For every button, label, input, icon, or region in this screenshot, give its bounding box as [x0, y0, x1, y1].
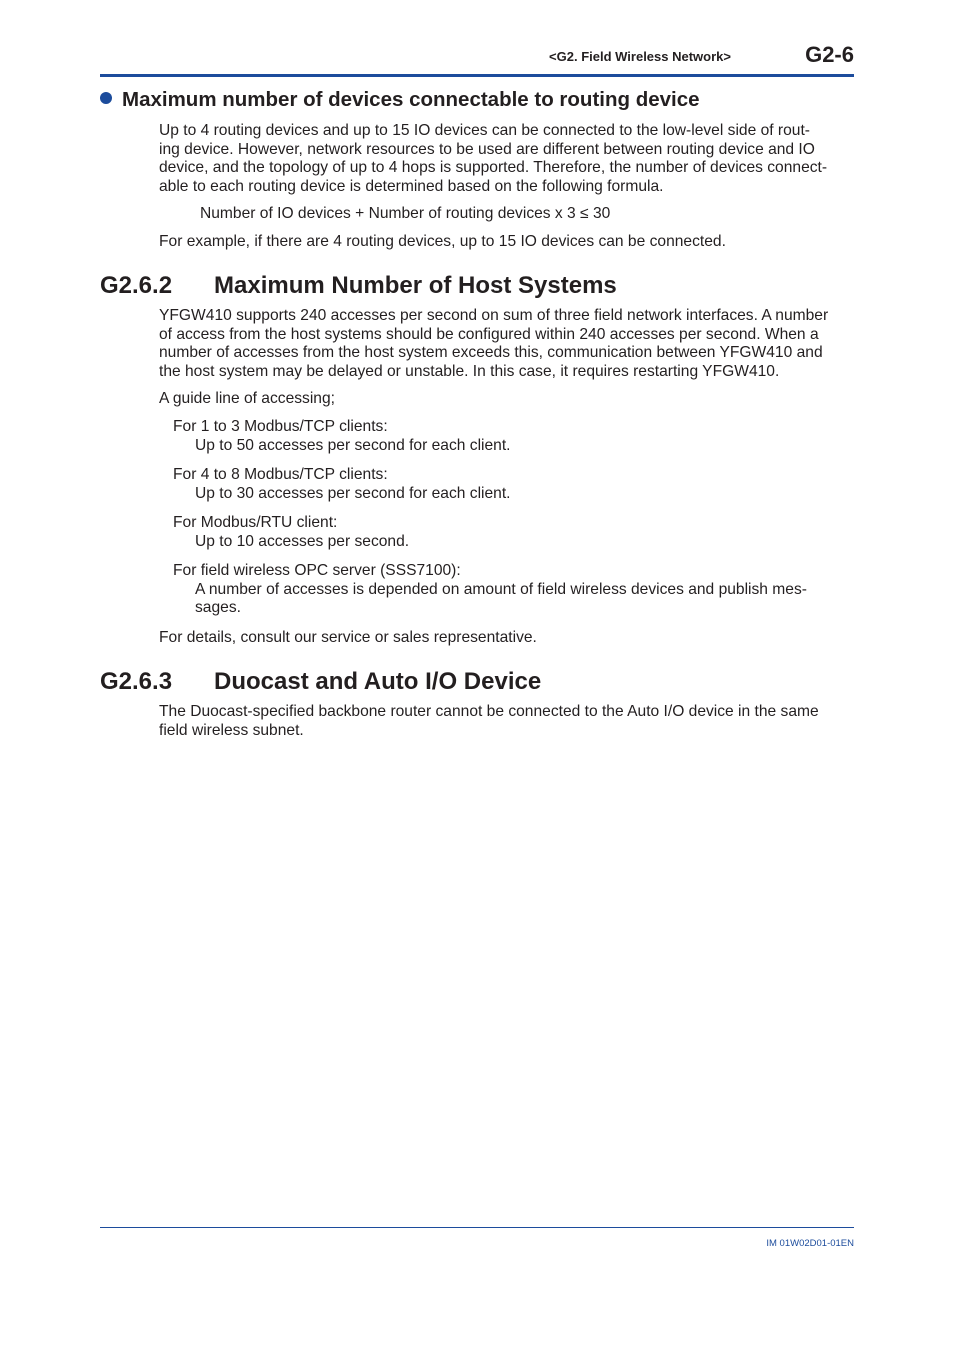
routing-formula: Number of IO devices + Number of routing devices x 3 ≤ 30 — [200, 205, 611, 222]
routing-paragraph-line: ing device. However, network resources to be used are different between routing device and IO — [159, 140, 815, 158]
guide-item-detail: Up to 50 accesses per second for each client. — [195, 436, 511, 454]
guide-item — [173, 562, 807, 618]
section-title: Maximum Number of Host Systems — [214, 272, 617, 299]
routing-heading-text: Maximum number of devices connectable to routing device — [122, 88, 700, 111]
guide-item-detail: A number of accesses is depended on amount of field wireless devices and publish mes- — [195, 580, 807, 598]
guide-item-detail: sages. — [195, 599, 241, 617]
section-heading-g263 — [100, 668, 541, 696]
running-header-chapter: <G2. Field Wireless Network> — [549, 49, 731, 64]
guide-item-detail: Up to 30 accesses per second for each client. — [195, 484, 511, 502]
host-paragraph-line: the host system may be delayed or unstable. In this case, it requires restarting YFGW410. — [159, 363, 780, 381]
routing-paragraph-line: able to each routing device is determined based on the following formula. — [159, 178, 664, 196]
guide-item-title: For 4 to 8 Modbus/TCP clients: — [173, 466, 388, 483]
page-number: G2-6 — [805, 42, 854, 67]
duocast-paragraph — [159, 703, 859, 740]
guide-item — [173, 418, 511, 455]
document-code: IM 01W02D01-01EN — [766, 1238, 854, 1249]
guide-item-title: For 1 to 3 Modbus/TCP clients: — [173, 418, 388, 435]
bullet-icon — [100, 92, 112, 104]
routing-paragraph-line: device, and the topology of up to 4 hops is supported. Therefore, the number of devices connect- — [159, 159, 828, 177]
guide-item-detail: Up to 10 accesses per second. — [195, 532, 410, 550]
guide-item-title: For Modbus/RTU client: — [173, 514, 338, 531]
section-number: G2.6.2 — [100, 272, 173, 299]
routing-paragraph-line: Up to 4 routing devices and up to 15 IO devices can be connected to the low-level side of rout- — [159, 122, 810, 139]
section-heading-g262 — [100, 272, 617, 300]
routing-heading — [100, 88, 700, 112]
host-paragraph-line: number of accesses from the host system exceeds this, communication between YFGW410 and — [159, 344, 823, 362]
section-number: G2.6.3 — [100, 668, 173, 695]
guide-item-title: For field wireless OPC server (SSS7100): — [173, 562, 461, 579]
routing-example: For example, if there are 4 routing devices, up to 15 IO devices can be connected. — [159, 233, 726, 250]
guide-item — [173, 466, 511, 503]
routing-paragraph — [159, 122, 859, 197]
guide-item — [173, 514, 409, 551]
section-title: Duocast and Auto I/O Device — [214, 668, 542, 695]
duocast-paragraph-line: The Duocast-specified backbone router cannot be connected to the Auto I/O device in the same — [159, 703, 819, 720]
duocast-paragraph-line: field wireless subnet. — [159, 721, 304, 739]
guide-intro: A guide line of accessing; — [159, 390, 335, 407]
details-note: For details, consult our service or sales representative. — [159, 629, 537, 646]
host-systems-paragraph — [159, 307, 859, 382]
host-paragraph-line: of access from the host systems should be configured within 240 accesses per second. When a — [159, 325, 819, 343]
host-paragraph-line: YFGW410 supports 240 accesses per second on sum of three field network interfaces. A number — [159, 307, 829, 324]
header-rule — [100, 74, 854, 77]
footer-rule — [100, 1227, 854, 1228]
